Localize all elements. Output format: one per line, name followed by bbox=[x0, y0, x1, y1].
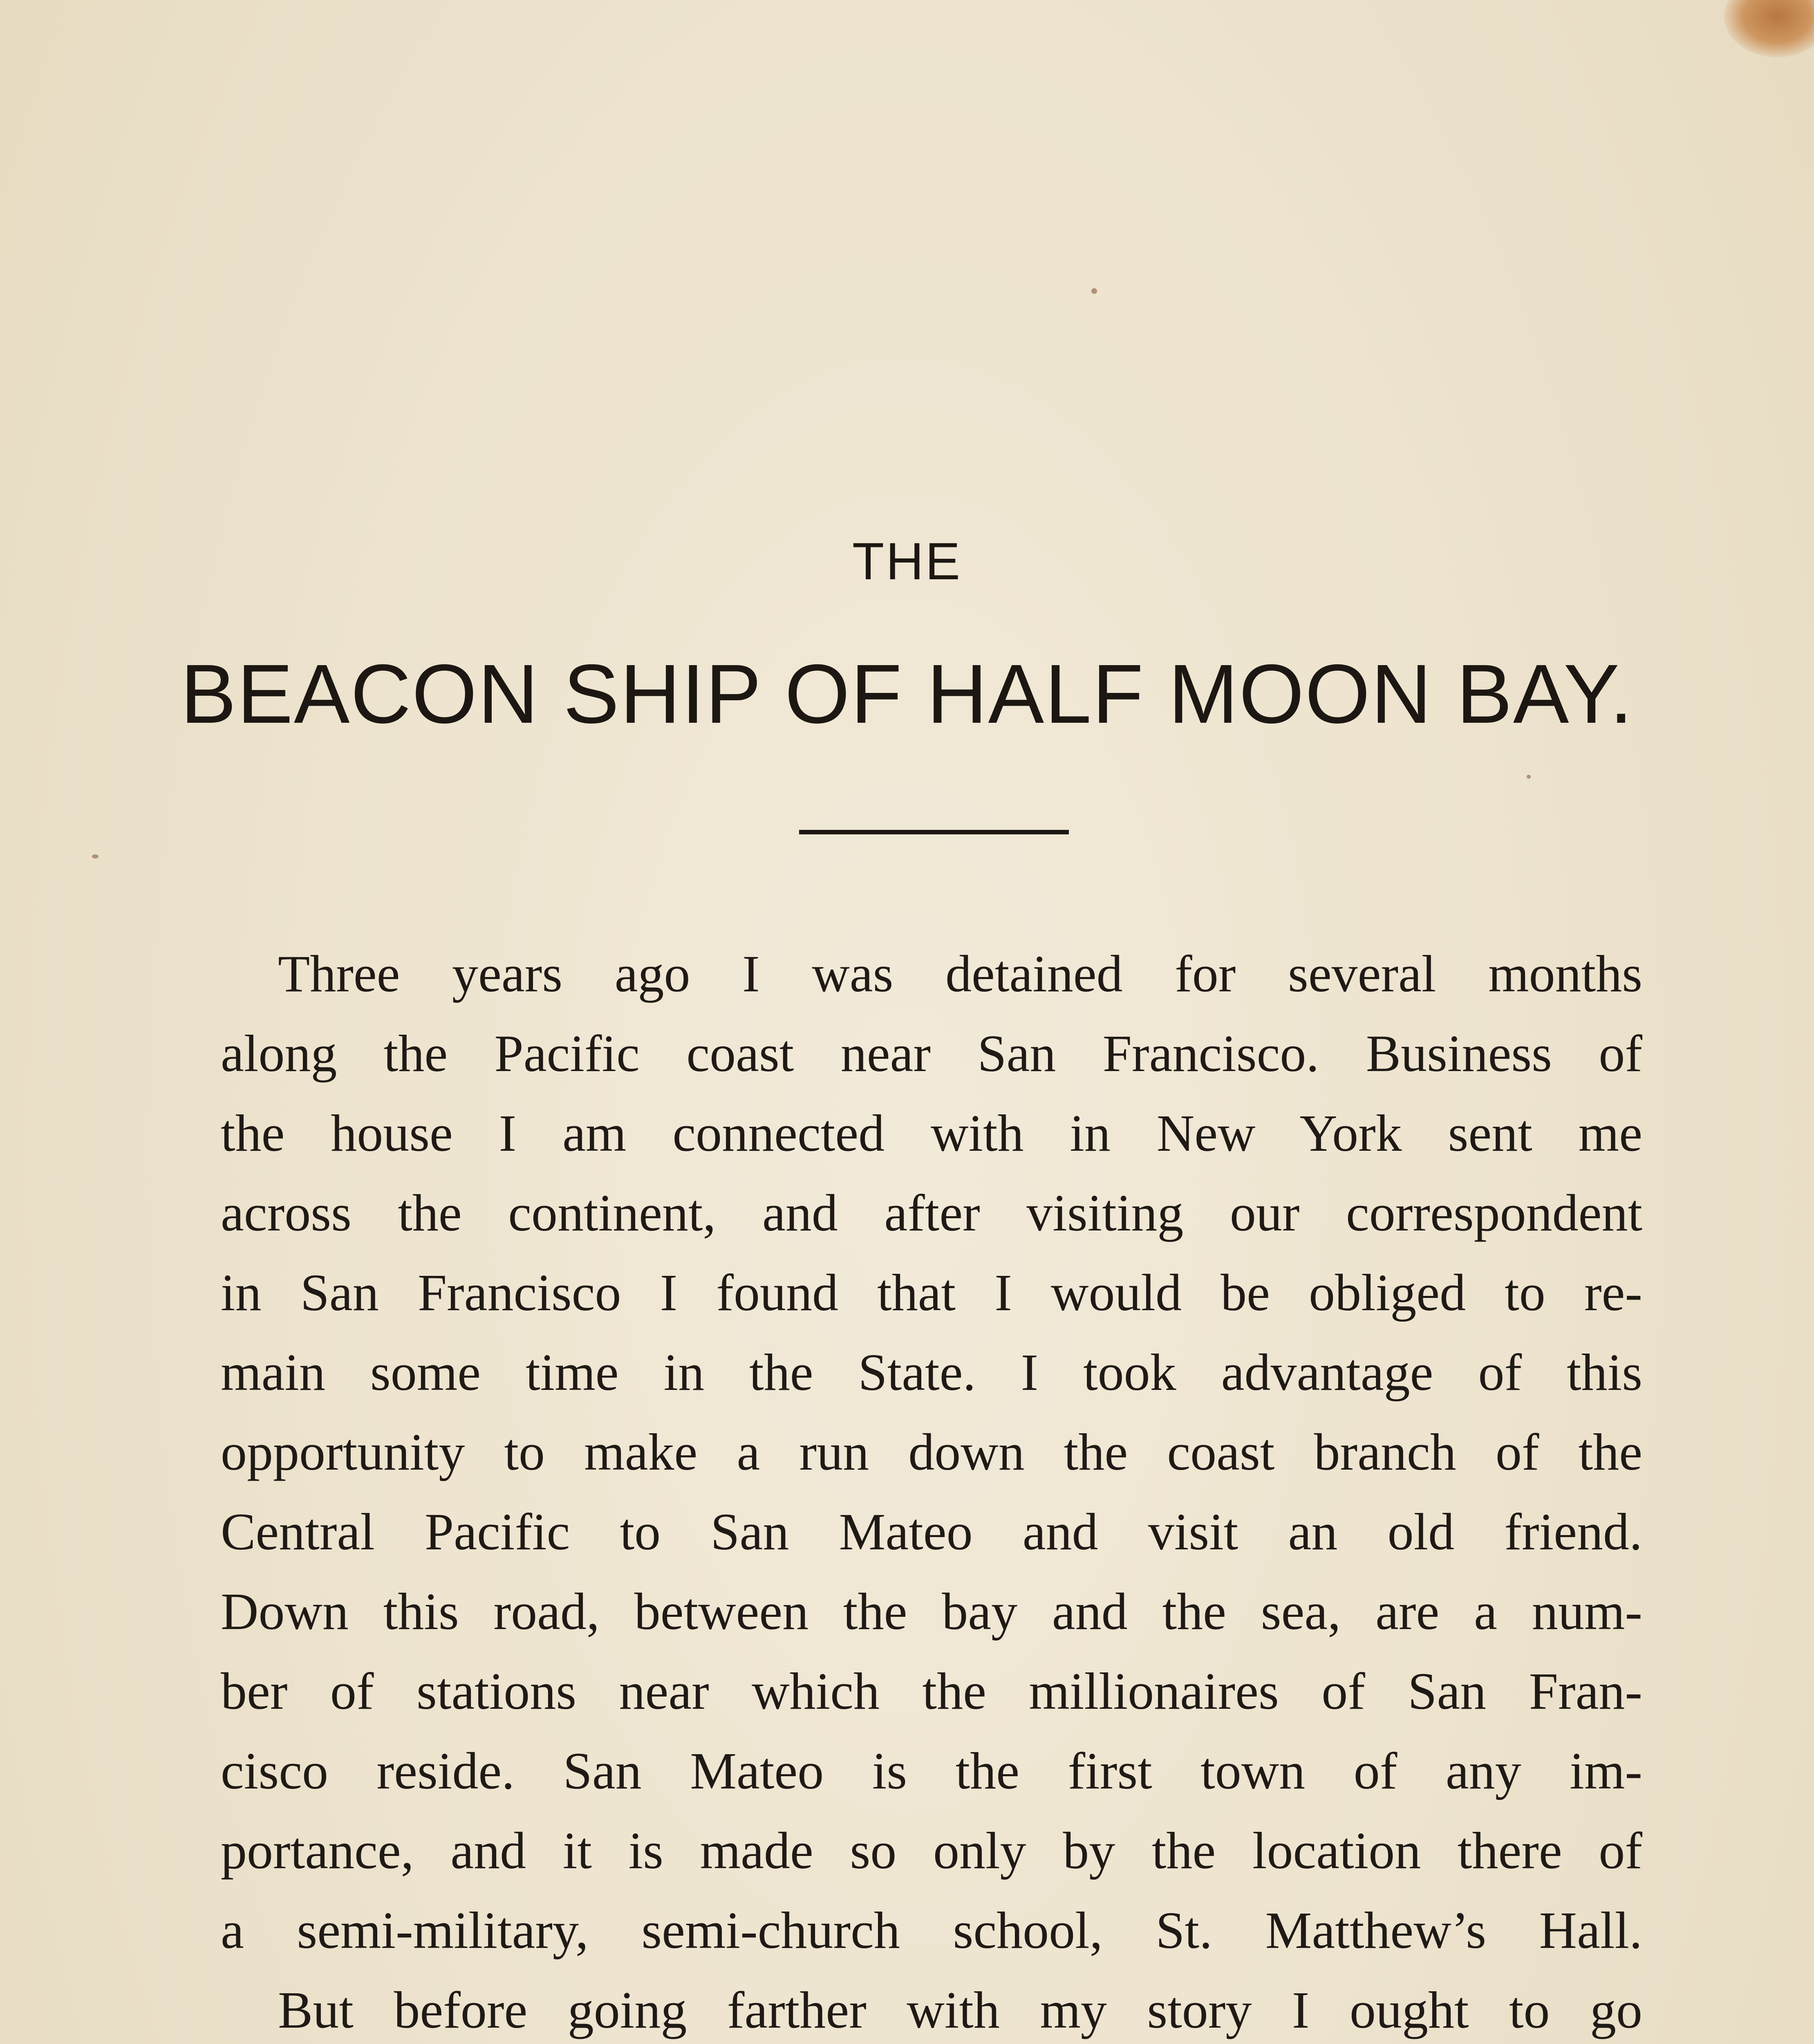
text-line: in San Francisco I found that I would be obliged to re- bbox=[221, 1264, 1642, 1322]
paper-speck bbox=[1091, 288, 1097, 294]
text-line: cisco reside. San Mateo is the first town of any im- bbox=[221, 1742, 1642, 1800]
text-line: Central Pacific to San Mateo and visit an old friend. bbox=[221, 1503, 1642, 1561]
title-rule bbox=[799, 830, 1069, 834]
text-line: opportunity to make a run down the coast branch of the bbox=[221, 1423, 1642, 1481]
text-line: main some time in the State. I took advantage of this bbox=[221, 1343, 1642, 1401]
chapter-title: BEACON SHIP OF HALF MOON BAY. bbox=[180, 647, 1634, 741]
paper-speck bbox=[1527, 775, 1531, 779]
text-line: along the Pacific coast near San Francisco. Business of bbox=[221, 1024, 1642, 1083]
text-line: across the continent, and after visiting our correspondent bbox=[221, 1184, 1642, 1242]
text-line: Down this road, between the bay and the sea, are a num- bbox=[221, 1582, 1642, 1641]
text-line: But before going farther with my story I ought to go bbox=[278, 1981, 1642, 2039]
chapter-label: THE bbox=[852, 532, 962, 591]
text-line: the house I am connected with in New York sent me bbox=[221, 1104, 1642, 1162]
text-line: portance, and it is made so only by the location there of bbox=[221, 1822, 1642, 1880]
body-text bbox=[221, 934, 1642, 2044]
text-line: a semi-military, semi-church school, St. Matthew’s Hall. bbox=[221, 1901, 1642, 1959]
text-line: Three years ago I was detained for several months bbox=[278, 945, 1642, 1003]
paper-speck bbox=[92, 854, 99, 858]
text-line: ber of stations near which the millionaires of San Fran- bbox=[221, 1662, 1642, 1720]
